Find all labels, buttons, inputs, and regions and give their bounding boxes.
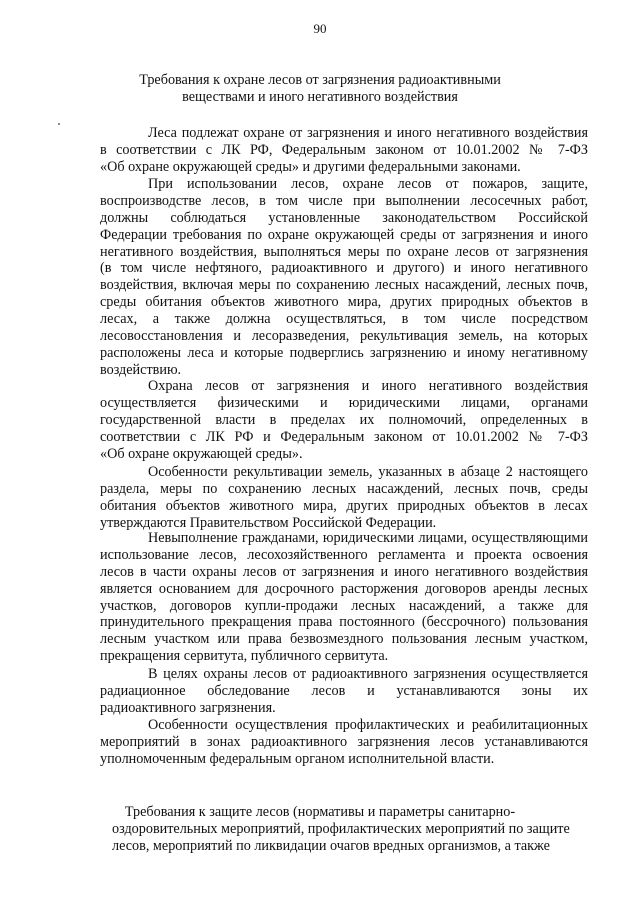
paragraph-line: утверждаются Правительством Российской Федерации. bbox=[100, 514, 437, 531]
paragraph-line: радиоактивного загрязнения. bbox=[100, 699, 276, 716]
paragraph-line: Федерации требования по охране окружающей среды от загрязнения и иного bbox=[100, 226, 588, 243]
paragraph-line: лесах, а также должна осуществляться, в том числе посредством bbox=[100, 311, 588, 328]
paragraph-line: воздействия, включая меры по сохранению лесных насаждений, лесных почв, bbox=[100, 277, 588, 294]
paragraph-line: воздействию. bbox=[100, 361, 182, 378]
paragraph-line: участков, договоров купли-продажи лесных насаждений, а также для bbox=[100, 597, 588, 614]
paragraph-line: негативного воздействия, выполняться меры по охране лесов от загрязнения bbox=[100, 243, 588, 260]
paragraph-line: принудительного прекращения права постоянного (бессрочного) пользования bbox=[100, 614, 588, 631]
body-paragraph bbox=[100, 666, 588, 717]
paragraph-line: Леса подлежат охране от загрязнения и иного негативного воздействия bbox=[148, 125, 588, 141]
paragraph-line: мероприятий в зонах радиоактивного загрязнения лесов устанавливаются bbox=[100, 733, 588, 750]
paragraph-line: Особенности рекультивации земель, указанных в абзаце 2 настоящего bbox=[148, 464, 588, 480]
paragraph-line: уполномоченным федеральным органом исполнительной власти. bbox=[100, 750, 495, 767]
paragraph-line: в соответствии с ЛК РФ, Федеральным законом от 10.01.2002 № 7-ФЗ bbox=[100, 141, 588, 158]
heading-line: лесов, мероприятий по ликвидации очагов вредных организмов, а также bbox=[112, 838, 550, 854]
paragraph-line: воспроизводстве лесов, в том числе при выполнении лесосечных работ, bbox=[100, 192, 588, 209]
paragraph-line: обитания объектов животного мира, других природных объектов в лесах bbox=[100, 497, 588, 514]
paragraph-line: (в том числе нефтяного, радиоактивного и другого) и иного негативного bbox=[100, 260, 588, 277]
body-paragraph bbox=[100, 717, 588, 768]
paragraph-line: радиационное обследование лесов и устанавливаются зоны их bbox=[100, 682, 588, 699]
heading-line: Требования к защите лесов (нормативы и параметры санитарно- bbox=[124, 804, 516, 820]
heading-line: веществами и иного негативного воздействия bbox=[182, 89, 458, 105]
body-paragraph bbox=[100, 176, 588, 379]
paragraph-line: лесным участком или права безвозмездного пользования лесным участком, bbox=[100, 631, 588, 648]
paragraph-line: соответствии с ЛК РФ и Федеральным законом от 10.01.2002 № 7-ФЗ bbox=[100, 428, 588, 445]
heading-line: Требования к охране лесов от загрязнения радиоактивными bbox=[139, 72, 501, 88]
paragraph-line: использование лесов, лесохозяйственного регламента и проекта освоения bbox=[100, 546, 588, 563]
scan-speck bbox=[58, 123, 60, 125]
paragraph-line: государственной власти в пределах их полномочий, определенных в bbox=[100, 411, 588, 428]
section-heading-radioactive-protection bbox=[120, 72, 520, 106]
body-paragraph bbox=[100, 125, 588, 176]
section-heading-forest-protection bbox=[112, 804, 570, 855]
paragraph-line: расположены леса и которые подверглись загрязнению и иному негативному bbox=[100, 344, 588, 361]
paragraph-line: среды обитания объектов животного мира, других природных объектов в bbox=[100, 294, 588, 311]
paragraph-line: «Об охране окружающей среды». bbox=[100, 445, 303, 462]
paragraph-line: В целях охраны лесов от радиоактивного загрязнения осуществляется bbox=[148, 666, 588, 682]
paragraph-line: прекращения сервитута, публичного сервитута. bbox=[100, 648, 389, 665]
body-paragraph bbox=[100, 464, 588, 532]
paragraph-line: Невыполнение гражданами, юридическими лицами, осуществляющими bbox=[148, 530, 588, 546]
paragraph-line: осуществляется физическими и юридическими лицами, органами bbox=[100, 394, 588, 411]
paragraph-line: лесовосстановления и лесоразведения, рекультивация земель, на которых bbox=[100, 328, 588, 345]
body-paragraph bbox=[100, 530, 588, 665]
body-paragraph bbox=[100, 378, 588, 462]
heading-line: оздоровительных мероприятий, профилактических мероприятий по защите bbox=[112, 821, 570, 837]
paragraph-line: Охрана лесов от загрязнения и иного негативного воздействия bbox=[148, 378, 588, 394]
paragraph-line: является основанием для досрочного расторжения договоров аренды лесных bbox=[100, 580, 588, 597]
paragraph-line: должны соблюдаться установленные законодательством Российской bbox=[100, 209, 588, 226]
page-number: 90 bbox=[313, 21, 327, 36]
paragraph-line: лесов в части охраны лесов от загрязнения и иного негативного воздействия bbox=[100, 563, 588, 580]
paragraph-line: При использовании лесов, охране лесов от пожаров, защите, bbox=[148, 176, 588, 192]
paragraph-line: раздела, меры по сохранению лесных насаждений, лесных почв, среды bbox=[100, 480, 588, 497]
paragraph-line: Особенности осуществления профилактических и реабилитационных bbox=[148, 717, 588, 733]
paragraph-line: «Об охране окружающей среды» и другими федеральными законами. bbox=[100, 158, 521, 175]
